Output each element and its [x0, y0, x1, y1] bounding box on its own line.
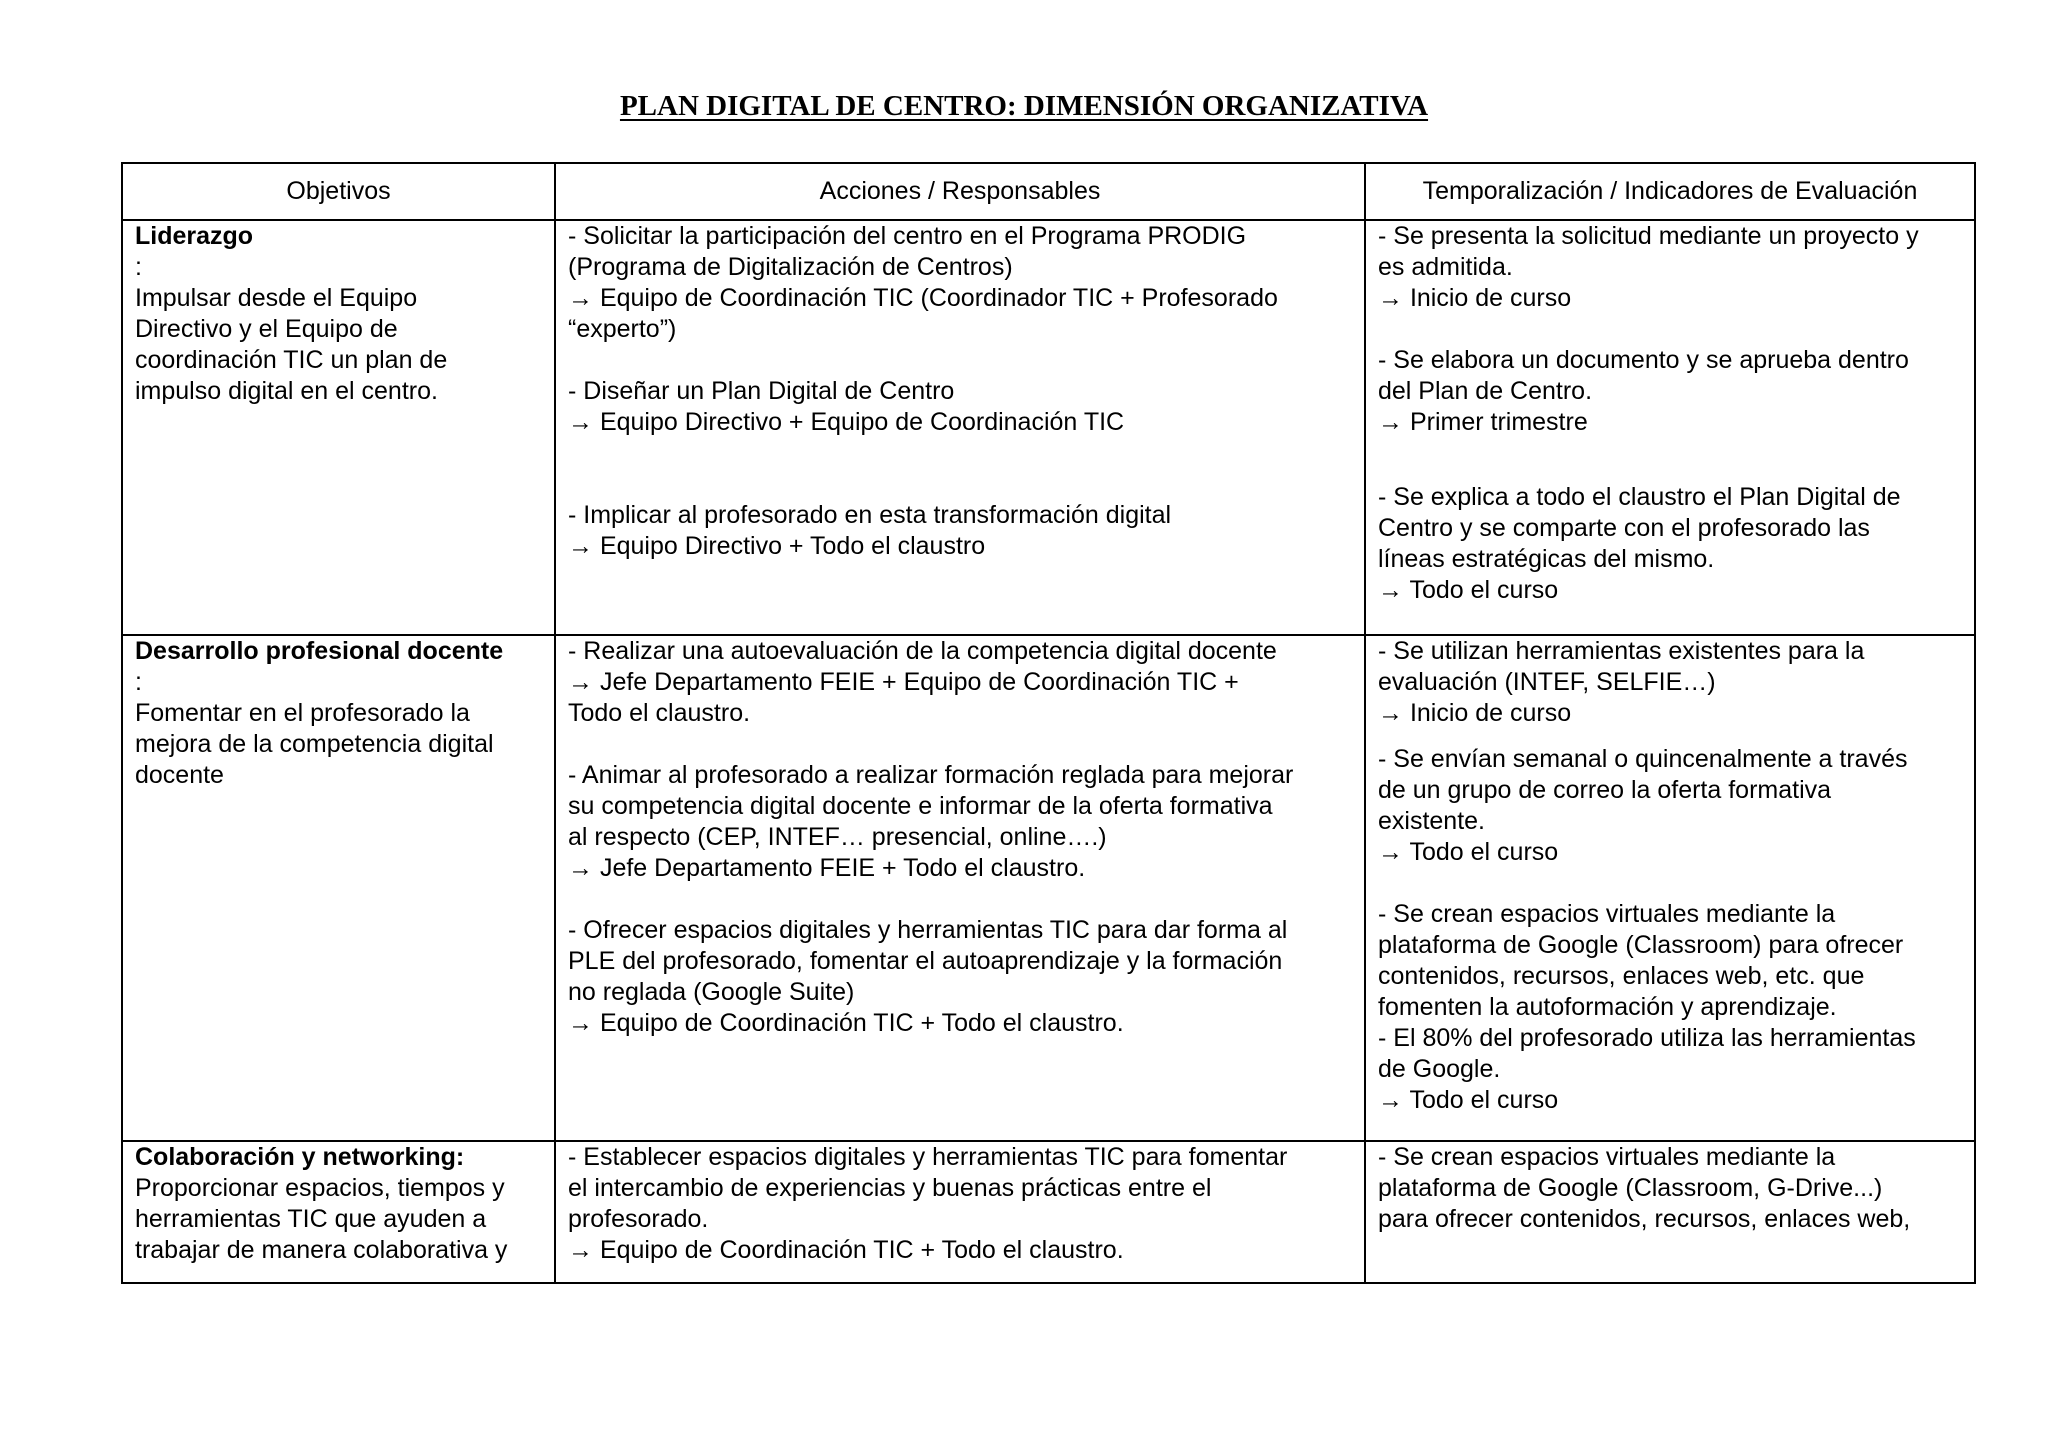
actions-cell — [555, 1141, 1365, 1283]
indicator-line: Centro y se comparte con el profesorado las — [1378, 514, 1870, 542]
objective-line: docente — [135, 761, 224, 789]
indicator-line: plataforma de Google (Classroom, G-Drive...) — [1378, 1174, 1883, 1202]
indicator-line: - Se presenta la solicitud mediante un proyecto y — [1378, 222, 1919, 250]
indicator-line: del Plan de Centro. — [1378, 377, 1593, 405]
action-line: → Jefe Departamento FEIE + Equipo de Coordinación TIC + — [568, 668, 1239, 696]
table-header-row — [122, 163, 1975, 220]
page-title: PLAN DIGITAL DE CENTRO: DIMENSIÓN ORGANIZATIVA — [619, 90, 1429, 122]
actions-cell — [555, 220, 1365, 635]
table-row — [122, 635, 1975, 1141]
action-line: - Animar al profesorado a realizar formación reglada para mejorar — [568, 761, 1294, 789]
action-line: - Realizar una autoevaluación de la competencia digital docente — [568, 637, 1277, 665]
indicators-cell — [1365, 1141, 1975, 1283]
indicator-line: evaluación (INTEF, SELFIE…) — [1378, 668, 1716, 696]
indicator-line: - Se elabora un documento y se aprueba dentro — [1378, 346, 1909, 374]
objective-line: trabajar de manera colaborativa y — [135, 1236, 508, 1264]
indicator-line: - Se utilizan herramientas existentes para la — [1378, 637, 1865, 665]
objective-line: Proporcionar espacios, tiempos y — [135, 1174, 505, 1202]
indicator-line: → Inicio de curso — [1378, 284, 1572, 312]
header-temporalizacion: Temporalización / Indicadores de Evaluación — [1365, 163, 1975, 220]
indicators-cell — [1365, 635, 1975, 1141]
action-line: → Equipo Directivo + Equipo de Coordinación TIC — [568, 408, 1125, 436]
objective-line: herramientas TIC que ayuden a — [135, 1205, 487, 1233]
action-line: PLE del profesorado, fomentar el autoaprendizaje y la formación — [568, 947, 1283, 975]
indicator-line: → Todo el curso — [1378, 576, 1559, 604]
action-line: → Equipo Directivo + Todo el claustro — [568, 532, 986, 560]
action-line: profesorado. — [568, 1205, 709, 1233]
action-line: - Implicar al profesorado en esta transformación digital — [568, 501, 1172, 529]
indicator-line: → Primer trimestre — [1378, 408, 1588, 436]
action-line: su competencia digital docente e informar de la oferta formativa — [568, 792, 1273, 820]
indicator-line: fomenten la autoformación y aprendizaje. — [1378, 993, 1837, 1021]
action-line: - Establecer espacios digitales y herramientas TIC para fomentar — [568, 1143, 1288, 1171]
action-line: → Equipo de Coordinación TIC + Todo el claustro. — [568, 1236, 1124, 1264]
indicator-line: - Se crean espacios virtuales mediante la — [1378, 900, 1836, 928]
header-acciones: Acciones / Responsables — [555, 163, 1365, 220]
table-row — [122, 220, 1975, 635]
actions-cell — [555, 635, 1365, 1141]
action-line: no reglada (Google Suite) — [568, 978, 855, 1006]
action-line: - Solicitar la participación del centro en el Programa PRODIG — [568, 222, 1247, 250]
indicator-line: → Todo el curso — [1378, 1086, 1559, 1114]
action-line: (Programa de Digitalización de Centros) — [568, 253, 1013, 281]
objective-line: impulso digital en el centro. — [135, 377, 438, 405]
indicator-line: - El 80% del profesorado utiliza las herramientas — [1378, 1024, 1916, 1052]
action-line: → Equipo de Coordinación TIC (Coordinador TIC + Profesorado — [568, 284, 1278, 312]
indicator-line: - Se explica a todo el claustro el Plan Digital de — [1378, 483, 1901, 511]
objective-title: Colaboración y networking: — [135, 1143, 465, 1171]
indicator-line: - Se envían semanal o quincenalmente a través — [1378, 745, 1908, 773]
indicators-cell — [1365, 220, 1975, 635]
objective-line: Directivo y el Equipo de — [135, 315, 398, 343]
action-line: - Diseñar un Plan Digital de Centro — [568, 377, 955, 405]
objective-title: Liderazgo — [135, 222, 254, 250]
objective-cell — [122, 1141, 555, 1283]
objective-line: coordinación TIC un plan de — [135, 346, 448, 374]
indicator-line: de un grupo de correo la oferta formativa — [1378, 776, 1832, 804]
objective-line: mejora de la competencia digital — [135, 730, 494, 758]
indicator-line: plataforma de Google (Classroom) para ofrecer — [1378, 931, 1904, 959]
indicator-line: líneas estratégicas del mismo. — [1378, 545, 1715, 573]
action-line: Todo el claustro. — [568, 699, 751, 727]
indicator-line: contenidos, recursos, enlaces web, etc. que — [1378, 962, 1865, 990]
indicator-line: de Google. — [1378, 1055, 1501, 1083]
indicator-line: → Todo el curso — [1378, 838, 1559, 866]
indicator-line: existente. — [1378, 807, 1486, 835]
indicator-line: para ofrecer contenidos, recursos, enlaces web, — [1378, 1205, 1911, 1233]
action-line: el intercambio de experiencias y buenas prácticas entre el — [568, 1174, 1212, 1202]
header-objetivos: Objetivos — [122, 163, 555, 220]
action-line: al respecto (CEP, INTEF… presencial, online….) — [568, 823, 1107, 851]
indicator-line: → Inicio de curso — [1378, 699, 1572, 727]
plan-table — [121, 162, 1976, 1284]
objective-line: Impulsar desde el Equipo — [135, 284, 418, 312]
objective-title: Desarrollo profesional docente — [135, 637, 504, 665]
objective-cell: Desarrollo profesional docente : Fomentar en el profesorado la mejora de la competencia digital docente — [122, 635, 555, 1141]
objective-line: Fomentar en el profesorado la — [135, 699, 470, 727]
objective-cell: Liderazgo : Impulsar desde el Equipo Directivo y el Equipo de coordinación TIC un plan de impulso digital en el centro. — [122, 220, 555, 635]
indicator-line: - Se crean espacios virtuales mediante la — [1378, 1143, 1836, 1171]
indicator-line: es admitida. — [1378, 253, 1513, 281]
action-line: → Jefe Departamento FEIE + Todo el claustro. — [568, 854, 1086, 882]
action-line: → Equipo de Coordinación TIC + Todo el claustro. — [568, 1009, 1124, 1037]
action-line: “experto”) — [568, 315, 677, 343]
table-row — [122, 1141, 1975, 1283]
action-line: - Ofrecer espacios digitales y herramientas TIC para dar forma al — [568, 916, 1288, 944]
